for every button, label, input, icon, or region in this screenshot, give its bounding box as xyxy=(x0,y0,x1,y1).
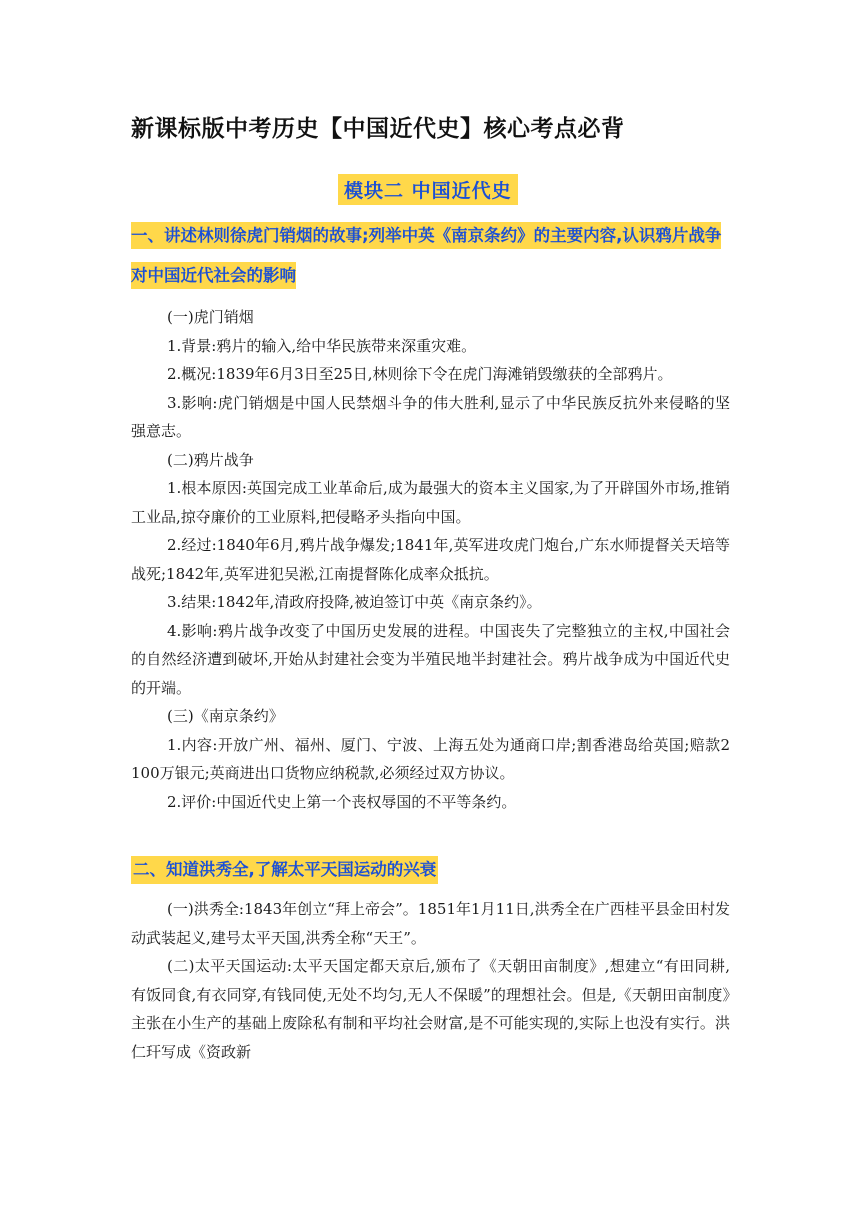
section-1-body xyxy=(131,303,746,816)
paragraph: 1.根本原因:英国完成工业革命后,成为最强大的资本主义国家,为了开辟国外市场,推销工业品,掠夺廉价的工业原料,把侵略矛头指向中国。 xyxy=(131,479,730,526)
paragraph: (二)鸦片战争 xyxy=(167,450,254,469)
paragraph: (一)洪秀全:1843年创立“拜上帝会”。1851年1月11日,洪秀全在广西桂平县金田村发动武装起义,建号太平天国,洪秀全称“天王”。 xyxy=(131,900,730,947)
paragraph: 2.经过:1840年6月,鸦片战争爆发;1841年,英军进攻虎门炮台,广东水师提督关天培等战死;1842年,英军进犯吴淞,江南提督陈化成率众抵抗。 xyxy=(131,536,730,583)
section-2-heading: 二、知道洪秀全,了解太平天国运动的兴衰 xyxy=(131,856,438,884)
paragraph: 1.背景:鸦片的输入,给中华民族带来深重灾难。 xyxy=(167,336,477,355)
paragraph: 2.评价:中国近代史上第一个丧权辱国的不平等条约。 xyxy=(167,792,517,811)
section-1-heading xyxy=(131,216,731,296)
paragraph: (二)太平天国运动:太平天国定都天京后,颁布了《天朝田亩制度》,想建立“有田同耕,有饭同食,有衣同穿,有钱同使,无处不均匀,无人不保暖”的理想社会。但是,《天朝田亩制度》主张在小生产的基础上废除私有制和平均社会财富,是不可能实现的,实际上也没有实行。洪仁玕写成《资政新 xyxy=(131,957,730,1061)
paragraph: 2.概况:1839年6月3日至25日,林则徐下令在虎门海滩销毁缴获的全部鸦片。 xyxy=(167,365,673,383)
module-title: 模块二 中国近代史 xyxy=(338,174,518,205)
paragraph: 3.结果:1842年,清政府投降,被迫签订中英《南京条约》。 xyxy=(167,593,542,611)
section-1-heading-text: 一、讲述林则徐虎门销烟的故事;列举中英《南京条约》的主要内容,认识鸦片战争对中国近代社会的影响 xyxy=(131,222,721,289)
paragraph: 3.影响:虎门销烟是中国人民禁烟斗争的伟大胜利,显示了中华民族反抗外来侵略的坚强意志。 xyxy=(131,393,730,440)
paragraph: 1.内容:开放广州、福州、厦门、宁波、上海五处为通商口岸;割香港岛给英国;赔款2 100万银元;英商进出口货物应纳税款,必须经过双方协议。 xyxy=(131,735,746,782)
paragraph: (三)《南京条约》 xyxy=(167,707,284,725)
document-title: 新课标版中考历史【中国近代史】核心考点必背 xyxy=(131,116,625,142)
paragraph: (一)虎门销烟 xyxy=(167,308,254,326)
section-2-body xyxy=(131,895,730,1066)
paragraph: 4.影响:鸦片战争改变了中国历史发展的进程。中国丧失了完整独立的主权,中国社会的自然经济遭到破坏,开始从封建社会变为半殖民地半封建社会。鸦片战争成为中国近代史的开端。 xyxy=(131,621,730,697)
